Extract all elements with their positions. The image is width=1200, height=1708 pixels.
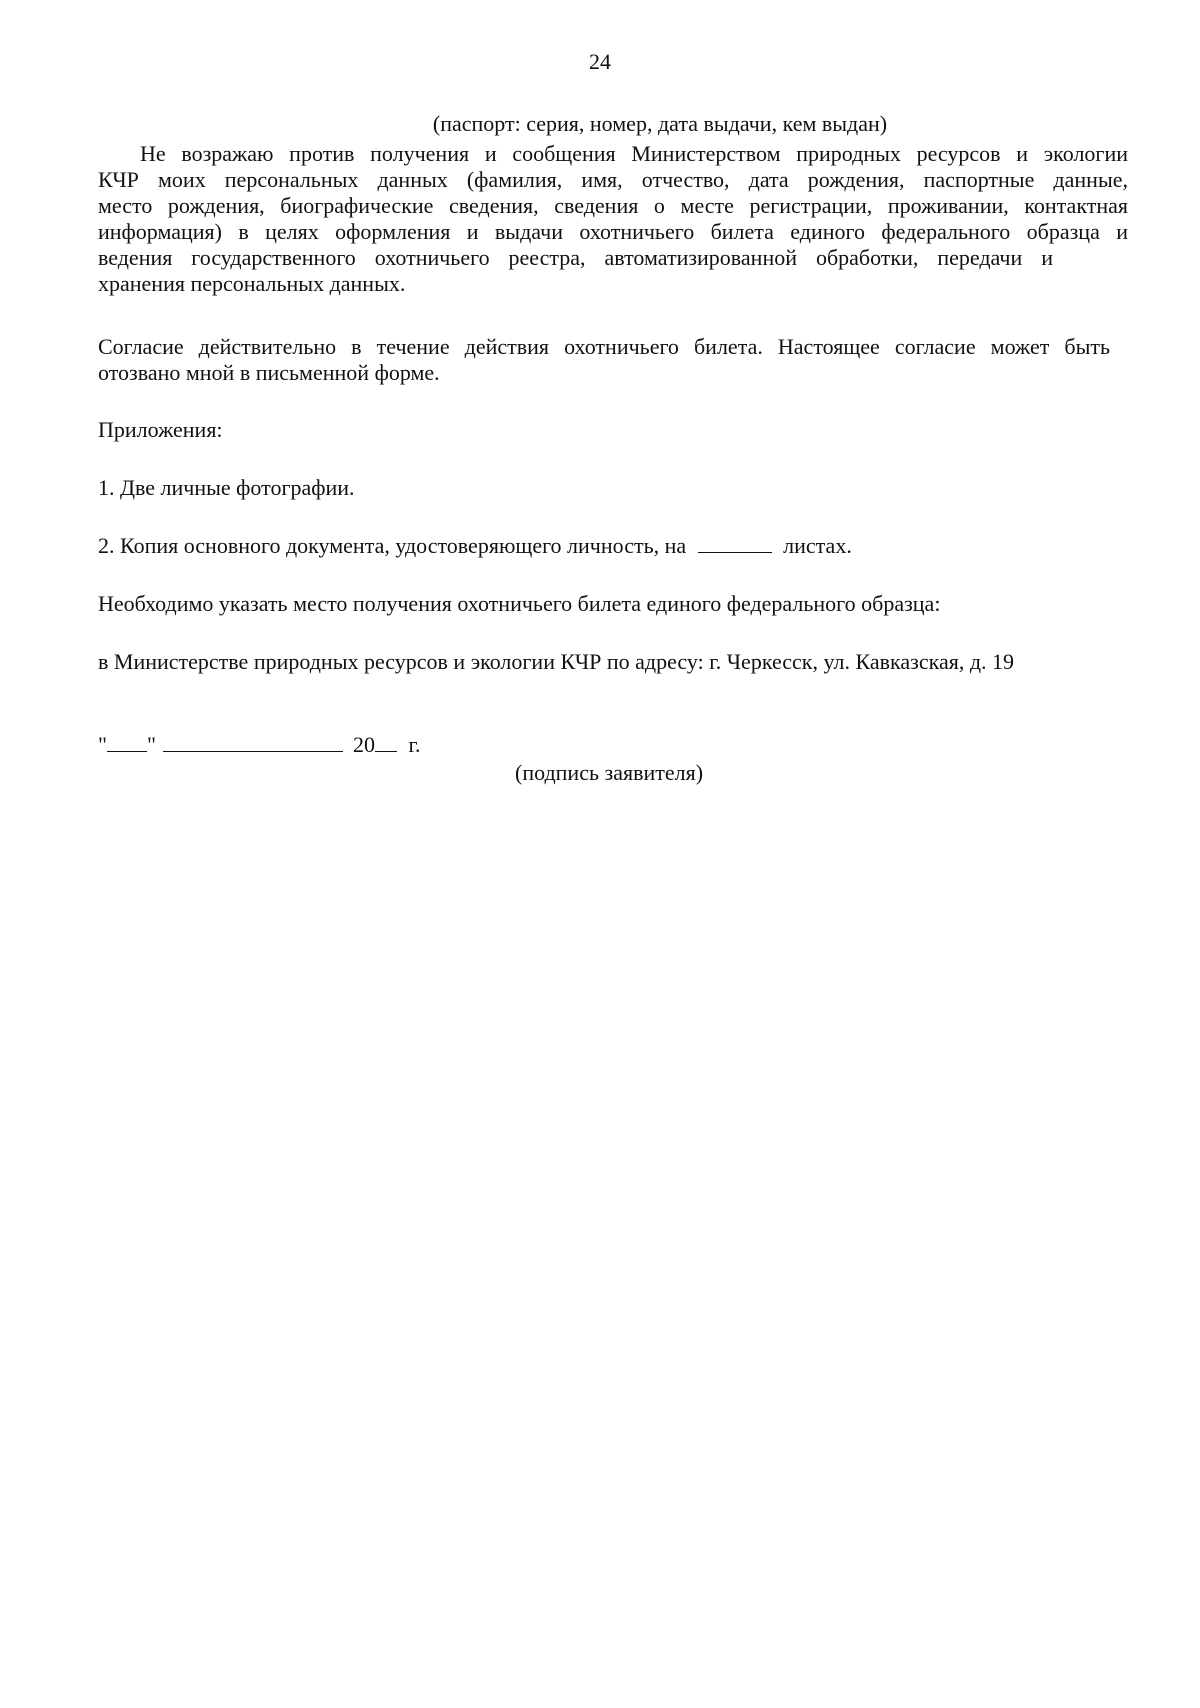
year-suffix: г. (408, 732, 421, 757)
validity-line: Согласие действительно в течение действия охотничьего билета. Настоящее согласие может быть (98, 334, 1110, 359)
attachment-item-id-copy (98, 532, 852, 560)
consent-line: ведения государственного охотничьего реестра, автоматизированной обработки, передачи и (98, 245, 1053, 270)
attachment-item-id-copy-text: 2. Копия основного документа, удостоверяющего личность, на (98, 533, 687, 558)
date-quote-close: " (146, 732, 156, 757)
attachment-item-photos: 1. Две личные фотографии. (98, 475, 355, 500)
consent-line: КЧР моих персональных данных (фамилия, имя, отчество, дата рождения, паспортные данные, (98, 167, 1128, 192)
consent-line: Не возражаю против получения и сообщения Министерством природных ресурсов и экологии (140, 141, 1128, 166)
passport-caption: (паспорт: серия, номер, дата выдачи, кем выдан) (432, 111, 888, 136)
pickup-address: в Министерстве природных ресурсов и экологии КЧР по адресу: г. Черкесск, ул. Кавказская, д. 19 (98, 649, 1015, 674)
attachments-heading: Приложения: (98, 417, 223, 442)
attachment-item-id-copy-suffix: листах. (783, 533, 852, 558)
signature-caption: (подпись заявителя) (515, 760, 704, 785)
validity-line: отозвано мной в письменной форме. (98, 360, 440, 385)
consent-line: информация) в целях оформления и выдачи охотничьего билета единого федерального образца и (98, 219, 1128, 244)
day-blank[interactable] (107, 731, 147, 752)
date-line (98, 731, 421, 759)
pickup-instruction: Необходимо указать место получения охотничьего билета единого федерального образца: (98, 591, 941, 616)
consent-line: хранения персональных данных. (98, 271, 406, 296)
sheet-count-blank[interactable] (698, 532, 772, 553)
consent-line: место рождения, биографические сведения, сведения о месте регистрации, проживании, контактная (98, 193, 1128, 218)
month-blank[interactable] (163, 731, 343, 752)
year-blank[interactable] (375, 731, 397, 752)
date-quote-open: " (98, 732, 107, 757)
year-prefix: 20 (352, 732, 375, 757)
page-number: 24 (589, 49, 611, 74)
